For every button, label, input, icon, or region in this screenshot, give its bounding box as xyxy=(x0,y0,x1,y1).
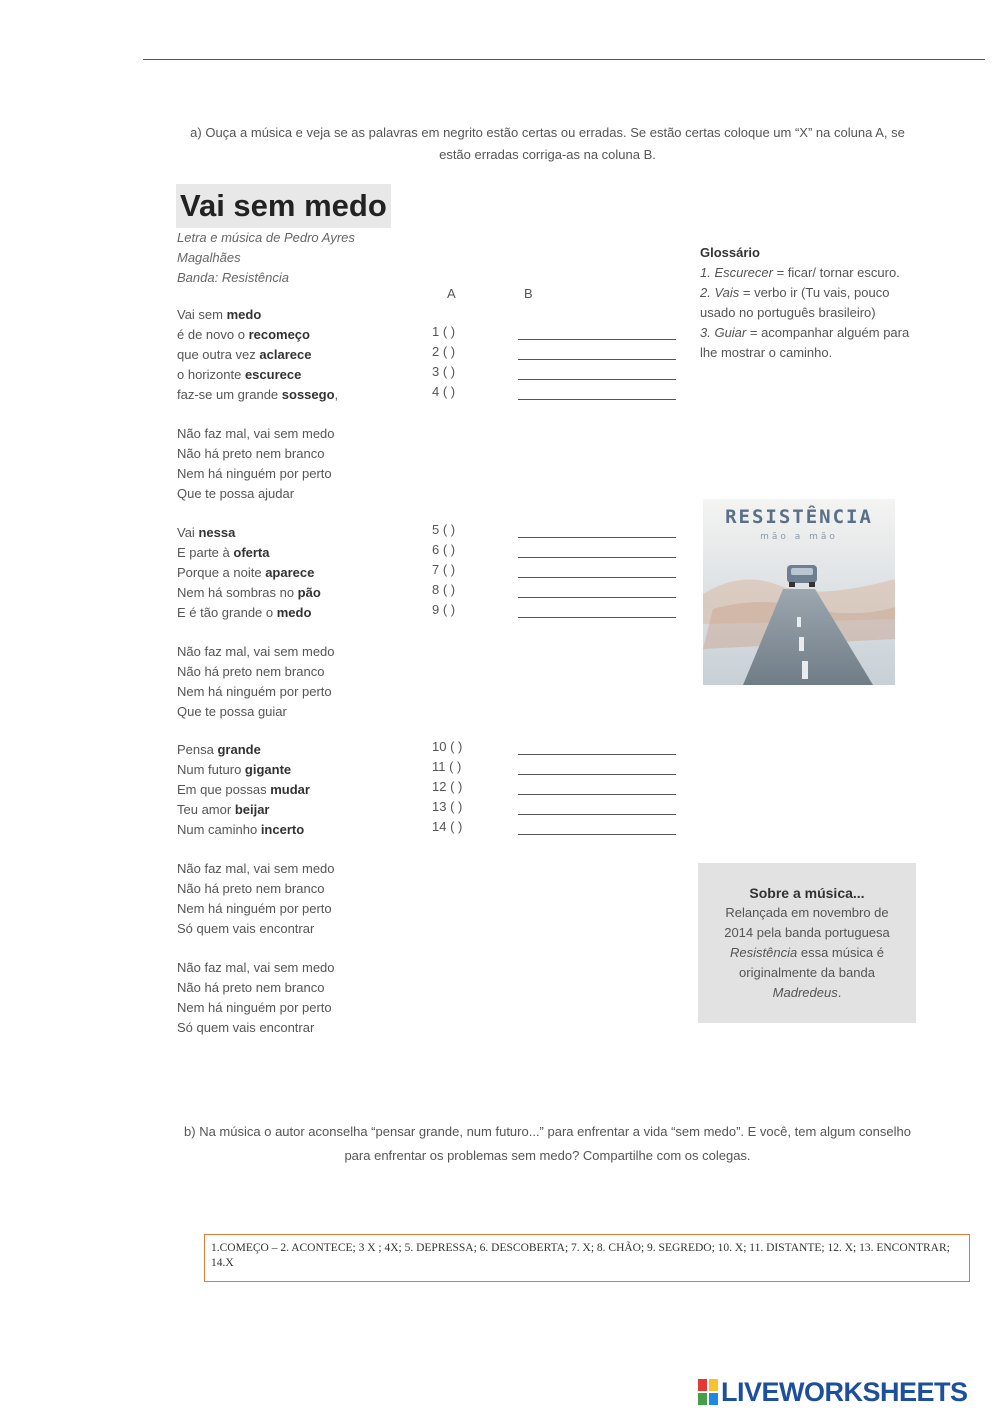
liveworksheets-logo xyxy=(698,1375,968,1409)
answer-item-a[interactable]: 14 ( ) xyxy=(432,819,463,834)
lyric-line: E é tão grande o medo xyxy=(177,605,312,620)
answer-line-b[interactable] xyxy=(518,557,676,558)
answer-item-a[interactable]: 11 ( ) xyxy=(432,759,462,774)
answer-line-b[interactable] xyxy=(518,754,676,755)
lyric-line: que outra vez aclarece xyxy=(177,347,312,362)
answer-item-a[interactable]: 10 ( ) xyxy=(432,739,463,754)
sobre-line: Resistência essa música é xyxy=(730,945,884,960)
lyric-line: Nem há ninguém por perto xyxy=(177,1000,332,1015)
answer-line-b[interactable] xyxy=(518,834,676,835)
answer-line-b[interactable] xyxy=(518,794,676,795)
glossary-title: Glossário xyxy=(700,245,760,260)
sobre-line: Madredeus. xyxy=(772,985,842,1000)
brand-text: LIVEWORKSHEETS xyxy=(721,1376,968,1407)
lyric-line: Não faz mal, vai sem medo xyxy=(177,644,335,659)
glossary-item: 1. Escurecer = ficar/ tornar escuro. xyxy=(700,265,900,280)
glossary xyxy=(700,243,920,363)
answer-line-b[interactable] xyxy=(518,597,676,598)
credits-author: Letra e música de Pedro Ayres Magalhães xyxy=(177,230,355,265)
album-subtitle: mão a mão xyxy=(760,532,838,542)
lyric-line: Nem há sombras no pão xyxy=(177,585,321,600)
answer-item-a[interactable]: 2 ( ) xyxy=(432,344,456,359)
answer-line-b[interactable] xyxy=(518,774,676,775)
answer-item-a[interactable]: 8 ( ) xyxy=(432,582,456,597)
lyric-line: Nem há ninguém por perto xyxy=(177,901,332,916)
lyric-line: Em que possas mudar xyxy=(177,782,310,797)
lyric-line: Não faz mal, vai sem medo xyxy=(177,426,335,441)
answer-key-box[interactable]: 1.COMEÇO – 2. ACONTECE; 3 X ; 4X; 5. DEPRESSA; 6. DESCOBERTA; 7. X; 8. CHÃO; 9. SEGREDO; 10. X; 11. DISTANTE; 12. X; 13. ENCONTRAR; 14.X xyxy=(204,1234,970,1282)
answer-item-a[interactable]: 3 ( ) xyxy=(432,364,456,379)
credits-band: Banda: Resistência xyxy=(177,270,290,285)
instruction-a: a) Ouça a música e veja se as palavras em negrito estão certas ou erradas. Se estão certas coloque um “X” na coluna A, se estão erradas corriga-as na coluna B. xyxy=(190,125,905,162)
sobre-line: originalmente da banda xyxy=(739,965,875,980)
answer-line-b[interactable] xyxy=(518,537,676,538)
answer-item-a[interactable]: 1 ( ) xyxy=(432,324,456,339)
answer-item-a[interactable]: 13 ( ) xyxy=(432,799,463,814)
answer-line-b[interactable] xyxy=(518,399,676,400)
lyric-line: Não há preto nem branco xyxy=(177,980,325,995)
lyric-line: Só quem vais encontrar xyxy=(177,1020,315,1035)
sobre-line: Relançada em novembro de xyxy=(725,905,889,920)
instruction-b: b) Na música o autor aconselha “pensar grande, num futuro...” para enfrentar a vida “sem medo”. E você, tem algum conselho para enfrentar os problemas sem medo? Compartilhe com os colegas. xyxy=(184,1124,911,1163)
answer-item-a[interactable]: 12 ( ) xyxy=(432,779,463,794)
header-rule xyxy=(143,59,985,60)
answer-item-a[interactable]: 6 ( ) xyxy=(432,542,456,557)
song-title: Vai sem medo xyxy=(176,184,391,228)
logo-icon xyxy=(698,1379,718,1405)
lyric-line: Não há preto nem branco xyxy=(177,664,325,679)
lyric-line: Num caminho incerto xyxy=(177,822,305,837)
answer-item-a[interactable]: 5 ( ) xyxy=(432,522,456,537)
column-b-header: B xyxy=(524,286,533,301)
glossary-item: 2. Vais = verbo ir (Tu vais, pouco usado no português brasileiro) xyxy=(700,285,890,320)
lyric-line: Que te possa ajudar xyxy=(177,486,295,501)
column-a-header: A xyxy=(447,286,456,301)
answer-item-a[interactable]: 4 ( ) xyxy=(432,384,456,399)
sobre-title: Sobre a música... xyxy=(749,885,865,901)
album-cover-image xyxy=(703,499,895,685)
lyric-line: Nem há ninguém por perto xyxy=(177,684,332,699)
answer-item-a[interactable]: 7 ( ) xyxy=(432,562,456,577)
album-title: RESISTÊNCIA xyxy=(725,506,873,528)
lyric-line: Teu amor beijar xyxy=(177,802,270,817)
answer-line-b[interactable] xyxy=(518,379,676,380)
glossary-item: 3. Guiar = acompanhar alguém para lhe mostrar o caminho. xyxy=(700,325,910,360)
answer-line-b[interactable] xyxy=(518,577,676,578)
lyric-line: Não faz mal, vai sem medo xyxy=(177,960,335,975)
lyric-line: E parte à oferta xyxy=(177,545,270,560)
answer-item-a[interactable]: 9 ( ) xyxy=(432,602,456,617)
sobre-line: 2014 pela banda portuguesa xyxy=(724,925,890,940)
answer-line-b[interactable] xyxy=(518,617,676,618)
lyric-line: Vai nessa xyxy=(177,525,236,540)
lyric-line: Porque a noite aparece xyxy=(177,565,315,580)
lyric-line: Que te possa guiar xyxy=(177,704,287,719)
lyric-line: o horizonte escurece xyxy=(177,367,302,382)
answer-line-b[interactable] xyxy=(518,339,676,340)
lyric-line: Não há preto nem branco xyxy=(177,881,325,896)
sobre-a-musica-box xyxy=(698,863,916,1023)
lyric-line: Não faz mal, vai sem medo xyxy=(177,861,335,876)
answer-line-b[interactable] xyxy=(518,359,676,360)
lyric-line: faz-se um grande sossego, xyxy=(177,387,339,402)
lyric-line: Nem há ninguém por perto xyxy=(177,466,332,481)
lyric-line: Só quem vais encontrar xyxy=(177,921,315,936)
lyric-line: Pensa grande xyxy=(177,742,261,757)
lyric-line: Vai sem medo xyxy=(177,307,262,322)
lyric-line: Num futuro gigante xyxy=(177,762,292,777)
lyric-line: é de novo o recomeço xyxy=(177,327,310,342)
song-credits xyxy=(177,228,407,288)
lyric-line: Não há preto nem branco xyxy=(177,446,325,461)
answer-line-b[interactable] xyxy=(518,814,676,815)
